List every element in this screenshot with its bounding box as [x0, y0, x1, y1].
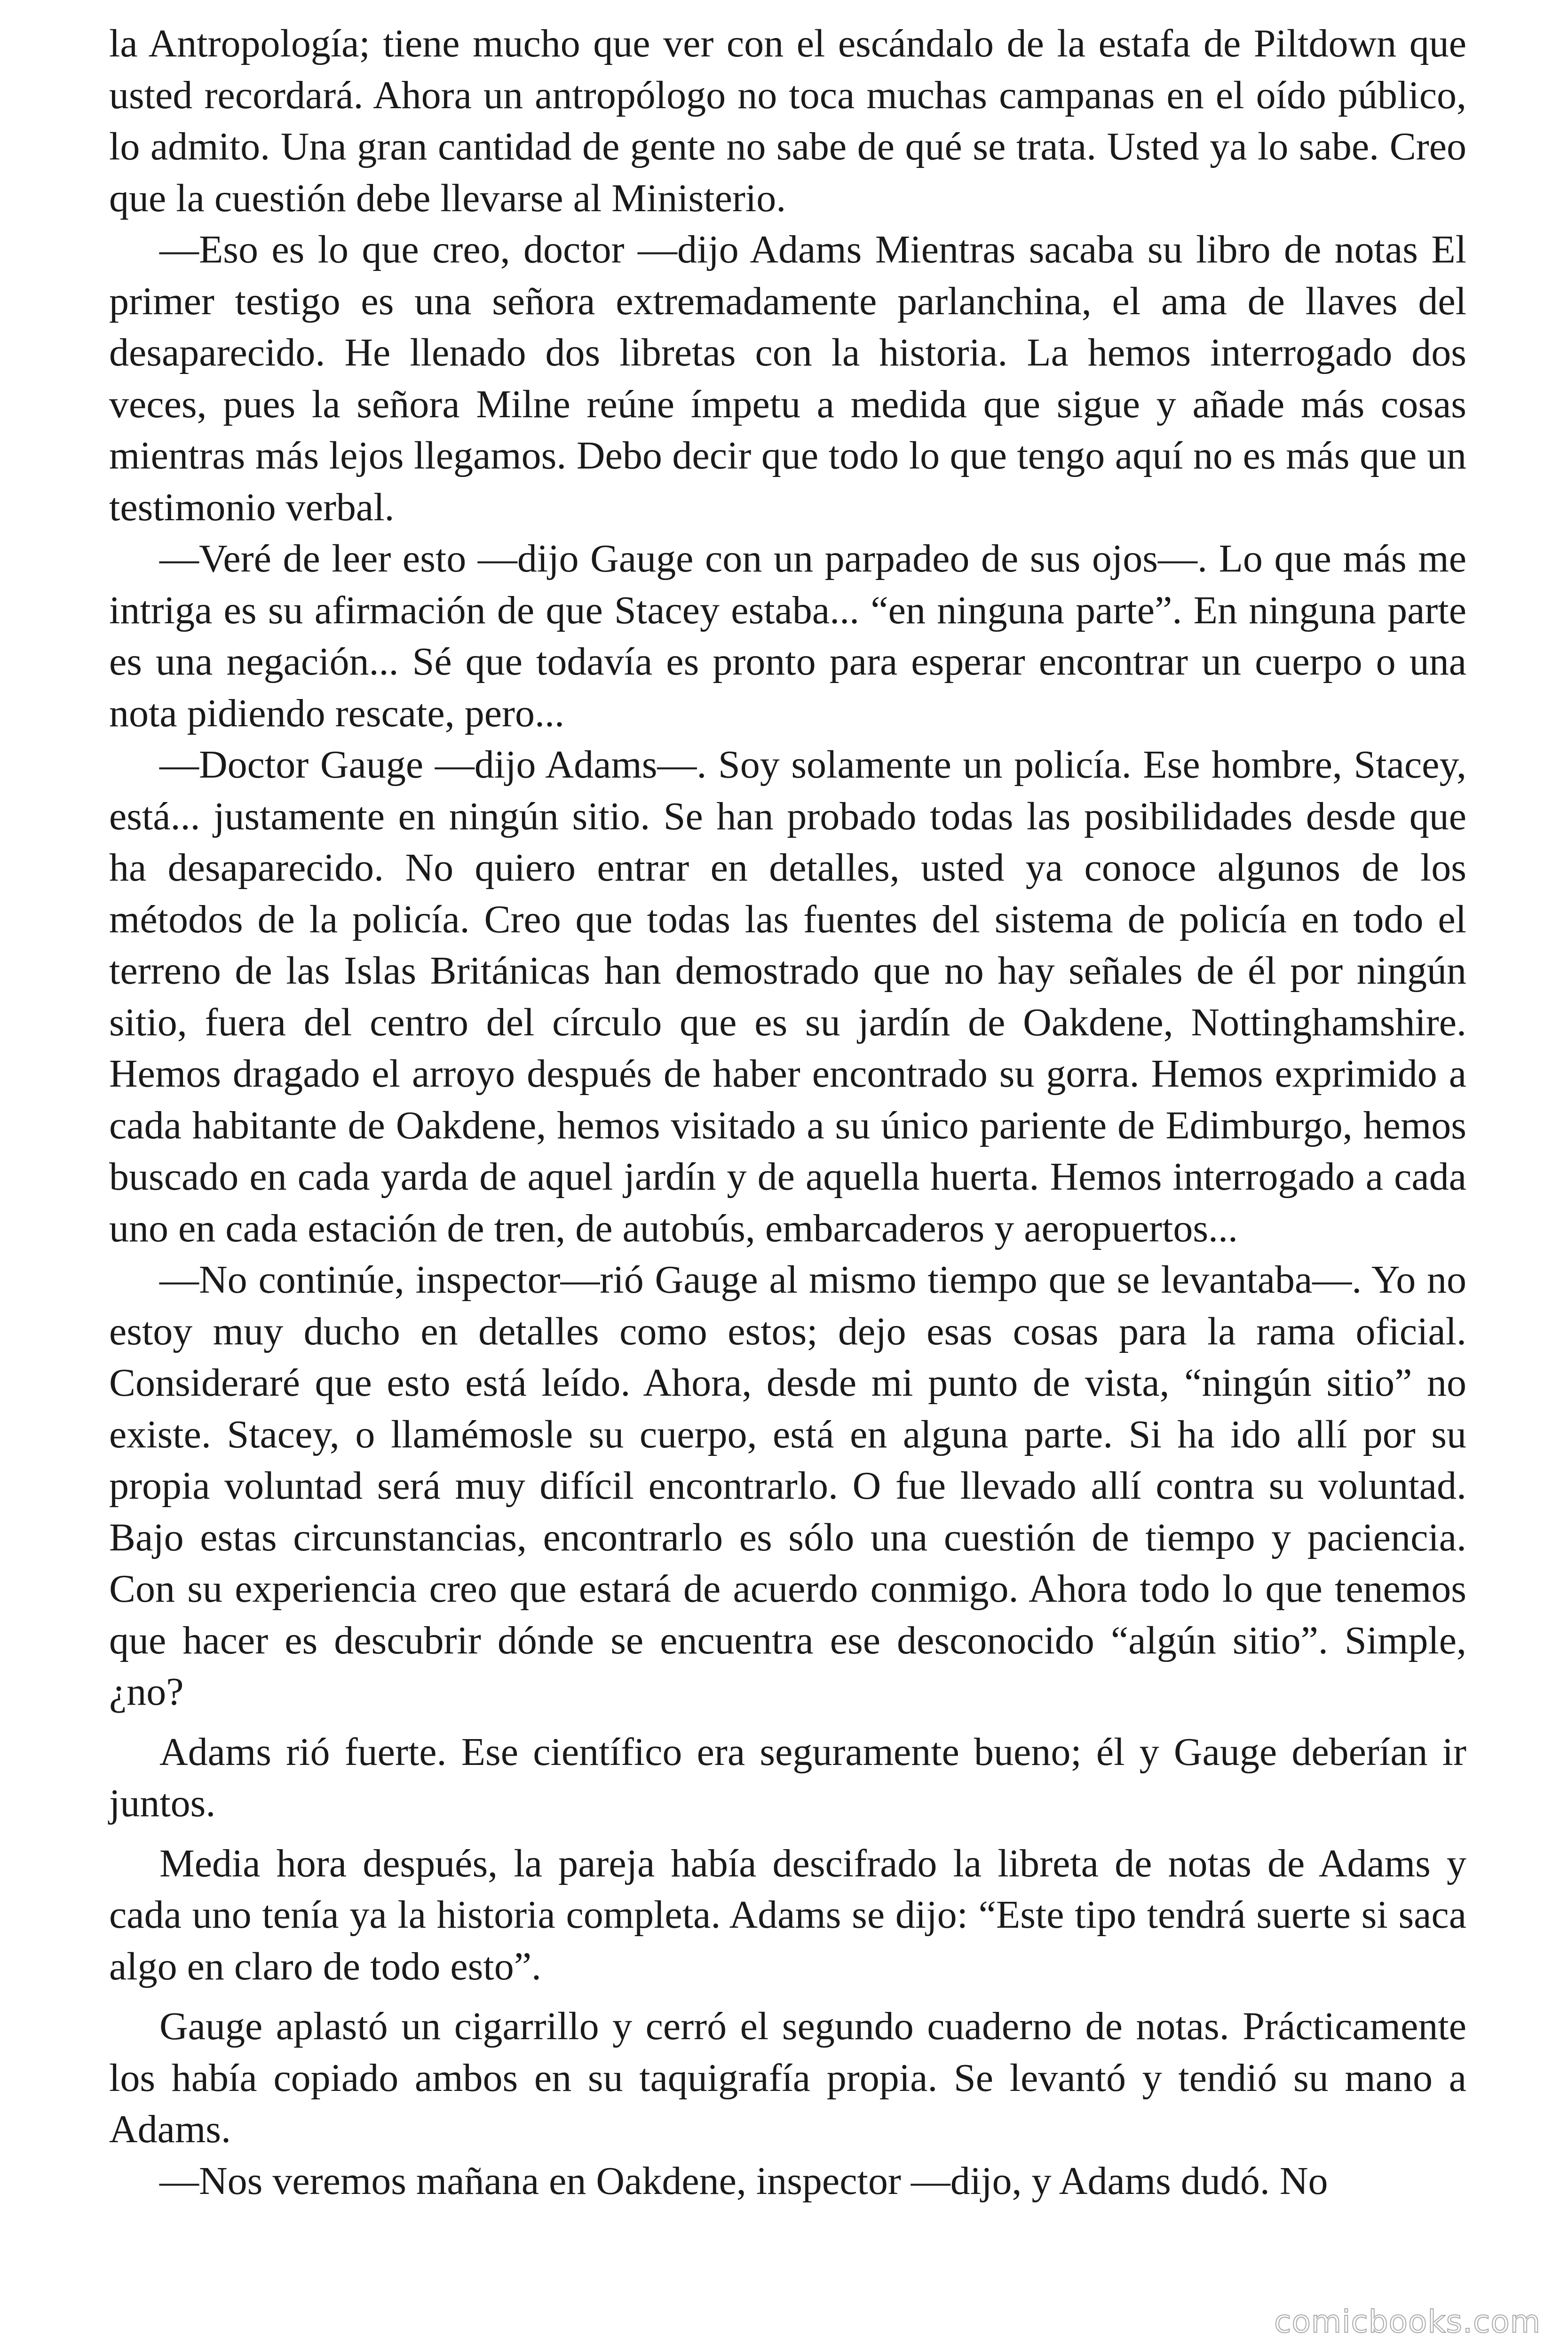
paragraph: la Antropología; tiene mucho que ver con el escándalo de la estafa de Piltdown que usted recordará. Ahora un antropólogo no toca muchas campanas en el oído público, lo admito. Una gran cantidad de gente no sabe de qué se trata. Usted ya lo sabe. Creo que la cuestión debe llevarse al Ministerio. — [109, 22, 1466, 220]
paragraph: Media hora después, la pareja había descifrado la libreta de notas de Adams y cada uno tenía ya la historia completa. Adams se dijo: “Este tipo tendrá suerte si saca algo en claro de todo esto”. — [109, 1841, 1466, 1988]
paragraph: —Nos veremos mañana en Oakdene, inspector —dijo, y Adams dudó. No — [159, 2159, 1328, 2203]
watermark: comicbooks.com — [1274, 2304, 1541, 2340]
paragraph: —No continúe, inspector—rió Gauge al mismo tiempo que se levantaba—. Yo no estoy muy ducho en detalles como estos; dejo esas cosas para la rama oficial. Consideraré que esto está leído. Ahora, desde mi punto de vista, “ningún sitio” no existe. Stacey, o llamémosle su cuerpo, está en alguna parte. Si ha ido allí por su propia voluntad será muy difícil encontrarlo. O fue llevado allí contra su voluntad. Bajo estas circunstancias, encontrarlo es sólo una cuestión de tiempo y paciencia. Con su experiencia creo que estará de acuerdo conmigo. Ahora todo lo que tenemos que hacer es descubrir dónde se encuentra ese desconocido “algún sitio”. Simple, ¿no? — [109, 1258, 1466, 1714]
page-body — [109, 18, 1466, 2207]
paragraph: —Doctor Gauge —dijo Adams—. Soy solamente un policía. Ese hombre, Stacey, está... justamente en ningún sitio. Se han probado todas las posibilidades desde que ha desaparecido. No quiero entrar en detalles, usted ya conoce algunos de los métodos de la policía. Creo que todas las fuentes del sistema de policía en todo el terreno de las Islas Británicas han demostrado que no hay señales de él por ningún sitio, fuera del centro del círculo que es su jardín de Oakdene, Nottinghamshire. Hemos dragado el arroyo después de haber encontrado su gorra. Hemos exprimido a cada habitante de Oakdene, hemos visitado a su único pariente de Edimburgo, hemos buscado en cada yarda de aquel jardín y de aquella huerta. Hemos interrogado a cada uno en cada estación de tren, de autobús, embarcaderos y aeropuertos... — [109, 743, 1466, 1250]
paragraph: Gauge aplastó un cigarrillo y cerró el segundo cuaderno de notas. Prácticamente los había copiado ambos en su taquigrafía propia. Se levantó y tendió su mano a Adams. — [109, 2004, 1466, 2151]
paragraph: —Veré de leer esto —dijo Gauge con un parpadeo de sus ojos—. Lo que más me intriga es su afirmación de que Stacey estaba... “en ninguna parte”. En ninguna parte es una negación... Sé que todavía es pronto para esperar encontrar un cuerpo o una nota pidiendo rescate, pero... — [109, 537, 1466, 735]
paragraph: Adams rió fuerte. Ese científico era seguramente bueno; él y Gauge deberían ir juntos. — [109, 1730, 1466, 1825]
paragraph: —Eso es lo que creo, doctor —dijo Adams Mientras sacaba su libro de notas El primer testigo es una señora extremadamente parlanchina, el ama de llaves del desaparecido. He llenado dos libretas con la historia. La hemos interrogado dos veces, pues la señora Milne reúne ímpetu a medida que sigue y añade más cosas mientras más lejos llegamos. Debo decir que todo lo que tengo aquí no es más que un testimonio verbal. — [109, 228, 1466, 529]
